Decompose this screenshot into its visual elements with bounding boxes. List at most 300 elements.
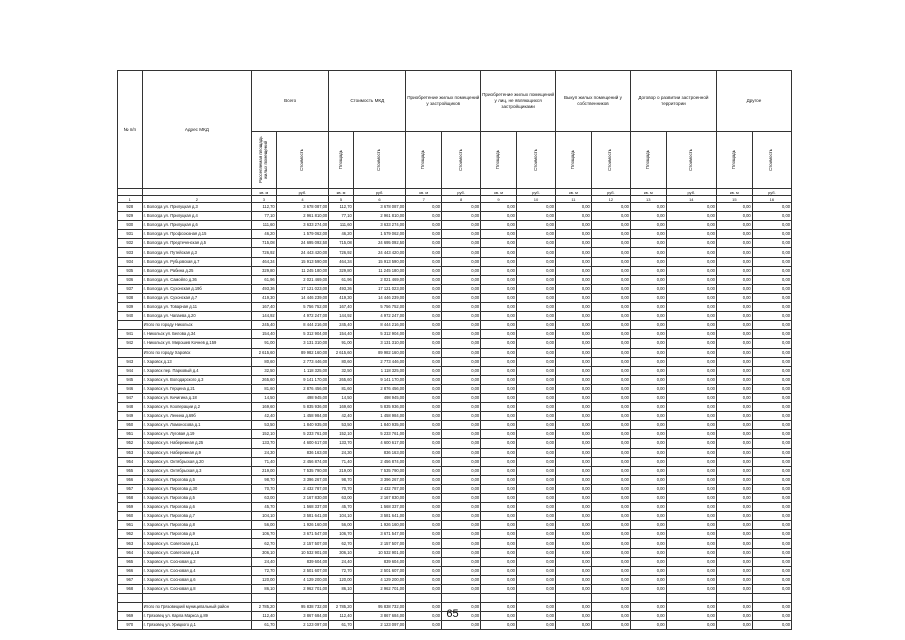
mkd-cost-cell: 1 118 325,00 [353,366,406,375]
zero-value-cell: 0,00 [666,221,716,230]
table-row [118,521,792,530]
zero-value-cell: 0,00 [516,403,555,412]
zero-value-cell: 0,00 [752,375,791,384]
zero-value-cell: 0,00 [556,457,592,466]
mkd-area-cell: 46,20 [329,230,354,239]
zero-value-cell: 0,00 [556,312,592,321]
zero-value-cell: 0,00 [752,266,791,275]
zero-value-cell: 0,00 [630,448,666,457]
table-row [118,594,792,603]
zero-value-cell: 0,00 [630,212,666,221]
zero-value-cell: 0,00 [406,412,442,421]
address-cell: г. Вологда ул. Рабина д.25 [142,266,252,275]
column-number-cell: 1 [118,196,143,203]
zero-value-cell: 0,00 [406,530,442,539]
zero-value-cell: 0,00 [556,348,592,357]
address-cell: г. Харовск ул. Кооперации д.2 [142,403,252,412]
table-row [118,366,792,375]
zero-value-cell: 0,00 [716,603,752,612]
zero-value-cell: 0,00 [752,494,791,503]
zero-value-cell: 0,00 [516,266,555,275]
zero-value-cell: 0,00 [556,339,592,348]
zero-value-cell: 0,00 [630,339,666,348]
zero-value-cell: 0,00 [516,457,555,466]
total-cost-cell: 2 021 469,00 [276,275,329,284]
zero-value-cell: 0,00 [716,512,752,521]
mkd-cost-cell: 3 131 310,00 [353,339,406,348]
zero-value-cell: 0,00 [666,584,716,593]
zero-value-cell: 0,00 [556,575,592,584]
row-number-cell: 961 [118,521,143,530]
zero-value-cell: 0,00 [752,466,791,475]
zero-value-cell: 0,00 [716,357,752,366]
mkd-cost-cell: 1 568 337,00 [353,503,406,512]
zero-value-cell: 0,00 [591,503,630,512]
header-group-cost: Стоимость МКД [329,71,406,132]
address-cell: г. Харовск ул. Октябрьская д.3 [142,466,252,475]
row-number-cell: 951 [118,430,143,439]
row-number-cell: 940 [118,312,143,321]
zero-value-cell: 0,00 [481,521,517,530]
total-area-cell: 154,40 [252,330,277,339]
total-cost-cell: 2 456 874,00 [276,457,329,466]
unit-cell: кв. м [406,189,442,196]
zero-value-cell: 0,00 [630,257,666,266]
zero-value-cell: 0,00 [666,284,716,293]
zero-value-cell [406,594,442,603]
zero-value-cell: 0,00 [406,275,442,284]
zero-value-cell: 0,00 [666,366,716,375]
mkd-area-cell: 14,50 [329,393,354,402]
mkd-area-cell: 53,50 [329,421,354,430]
zero-value-cell: 0,00 [406,584,442,593]
zero-value-cell: 0,00 [591,575,630,584]
zero-value-cell: 0,00 [666,530,716,539]
mkd-cost-cell: 10 532 901,00 [353,548,406,557]
zero-value-cell: 0,00 [481,475,517,484]
zero-value-cell: 0,00 [442,521,481,530]
zero-value-cell: 0,00 [556,503,592,512]
zero-value-cell: 0,00 [516,412,555,421]
zero-value-cell: 0,00 [716,393,752,402]
total-area-cell: 111,60 [252,221,277,230]
zero-value-cell: 0,00 [442,603,481,612]
zero-value-cell: 0,00 [406,466,442,475]
zero-value-cell: 0,00 [556,357,592,366]
zero-value-cell: 0,00 [516,203,555,212]
zero-value-cell: 0,00 [666,430,716,439]
mkd-cost-cell: 5 756 752,00 [353,303,406,312]
mkd-cost-cell: 11 245 180,00 [353,266,406,275]
mkd-cost-cell [353,594,406,603]
mkd-area-cell: 61,70 [329,621,354,630]
mkd-cost-cell: 3 581 641,00 [353,512,406,521]
table-row [118,512,792,521]
zero-value-cell: 0,00 [442,494,481,503]
zero-value-cell: 0,00 [666,393,716,402]
table-row [118,230,792,239]
zero-value-cell: 0,00 [666,566,716,575]
zero-value-cell: 0,00 [716,348,752,357]
row-number-cell: 968 [118,584,143,593]
zero-value-cell: 0,00 [481,321,517,330]
row-number-cell: 958 [118,494,143,503]
zero-value-cell: 0,00 [752,330,791,339]
row-number-cell: 967 [118,575,143,584]
total-area-cell: 2 785,20 [252,603,277,612]
zero-value-cell: 0,00 [752,321,791,330]
address-cell: г. Харовск ул. Набережная д.9 [142,448,252,457]
zero-value-cell: 0,00 [516,475,555,484]
zero-value-cell: 0,00 [591,557,630,566]
zero-value-cell: 0,00 [666,384,716,393]
zero-value-cell: 0,00 [442,548,481,557]
zero-value-cell: 0,00 [752,548,791,557]
table-row [118,530,792,539]
table-row [118,203,792,212]
row-number-cell: 945 [118,375,143,384]
mkd-area-cell: 169,60 [329,403,354,412]
zero-value-cell: 0,00 [630,484,666,493]
unit-cell: кв. м [481,189,517,196]
zero-value-cell: 0,00 [716,557,752,566]
zero-value-cell: 0,00 [516,566,555,575]
mkd-area-cell: 91,00 [329,339,354,348]
header-sub-10 [630,132,666,189]
zero-value-cell: 0,00 [752,339,791,348]
zero-value-cell: 0,00 [406,503,442,512]
mkd-cost-cell: 4 129 200,00 [353,575,406,584]
address-cell: г. Харовск д.13 [142,357,252,366]
zero-value-cell: 0,00 [556,439,592,448]
zero-value-cell: 0,00 [556,557,592,566]
zero-value-cell: 0,00 [752,421,791,430]
zero-value-cell: 0,00 [630,612,666,621]
zero-value-cell: 0,00 [556,621,592,630]
total-area-cell: 61,96 [252,275,277,284]
zero-value-cell: 0,00 [556,393,592,402]
mkd-cost-cell: 1 458 984,00 [353,412,406,421]
zero-value-cell: 0,00 [406,603,442,612]
zero-value-cell: 0,00 [716,448,752,457]
zero-value-cell: 0,00 [752,448,791,457]
zero-value-cell: 0,00 [591,321,630,330]
total-cost-cell: 24 443 420,00 [276,248,329,257]
zero-value-cell: 0,00 [406,330,442,339]
mkd-cost-cell: 2 021 469,00 [353,275,406,284]
header-sub-12 [716,132,752,189]
zero-value-cell: 0,00 [591,603,630,612]
zero-value-cell: 0,00 [591,412,630,421]
zero-value-cell: 0,00 [716,366,752,375]
table-row [118,621,792,630]
zero-value-cell: 0,00 [442,312,481,321]
zero-value-cell: 0,00 [556,584,592,593]
table-row [118,539,792,548]
zero-value-cell: 0,00 [442,566,481,575]
row-number-cell: 949 [118,412,143,421]
mkd-area-cell: 2 615,60 [329,348,354,357]
zero-value-cell: 0,00 [752,566,791,575]
unit-cell: кв. м [716,189,752,196]
zero-value-cell: 0,00 [591,384,630,393]
total-cost-cell: 1 568 337,00 [276,503,329,512]
zero-value-cell: 0,00 [516,239,555,248]
header-group-other: Другое [716,71,791,132]
zero-value-cell: 0,00 [442,284,481,293]
address-cell: г. Харовск ул. Сосновая д.2 [142,557,252,566]
header-sub-2 [329,132,354,189]
zero-value-cell: 0,00 [630,430,666,439]
row-number-cell: 953 [118,448,143,457]
zero-value-cell: 0,00 [406,393,442,402]
zero-value-cell: 0,00 [556,403,592,412]
table-row [118,421,792,430]
table-row [118,330,792,339]
zero-value-cell: 0,00 [752,412,791,421]
address-cell: г. Харовск ул. Пирогова д.8 [142,521,252,530]
zero-value-cell: 0,00 [591,266,630,275]
total-cost-cell: 2 961 810,00 [276,212,329,221]
header-sub-label: Площадь [495,149,501,170]
zero-value-cell: 0,00 [666,403,716,412]
zero-value-cell: 0,00 [630,412,666,421]
zero-value-cell: 0,00 [752,612,791,621]
zero-value-cell: 0,00 [630,321,666,330]
zero-value-cell: 0,00 [442,321,481,330]
address-cell: г. Грязовец ул. Урицкого д.1 [142,621,252,630]
zero-value-cell: 0,00 [666,439,716,448]
zero-value-cell: 0,00 [716,339,752,348]
zero-value-cell: 0,00 [556,203,592,212]
zero-value-cell: 0,00 [591,275,630,284]
address-cell: г. Харовск ул. Советская д.18 [142,548,252,557]
mkd-cost-cell: 1 926 160,00 [353,521,406,530]
total-area-cell: 245,40 [252,321,277,330]
table-row [118,457,792,466]
zero-value-cell: 0,00 [556,603,592,612]
zero-value-cell: 0,00 [666,575,716,584]
mkd-cost-cell: 5 835 936,00 [353,403,406,412]
zero-value-cell: 0,00 [556,212,592,221]
zero-value-cell: 0,00 [481,621,517,630]
mkd-area-cell: 2 785,20 [329,603,354,612]
table-row [118,466,792,475]
total-cost-cell: 15 913 590,00 [276,257,329,266]
zero-value-cell: 0,00 [516,330,555,339]
header-groups-row [118,71,792,132]
resettlement-table [117,70,792,630]
zero-value-cell: 0,00 [516,257,555,266]
table-row [118,430,792,439]
zero-value-cell: 0,00 [556,530,592,539]
total-cost-cell: 3 633 274,00 [276,221,329,230]
zero-value-cell: 0,00 [516,312,555,321]
zero-value-cell: 0,00 [481,212,517,221]
total-cost-cell: 2 773 446,00 [276,357,329,366]
zero-value-cell [591,594,630,603]
total-cost-cell: 3 581 641,00 [276,512,329,521]
zero-value-cell: 0,00 [481,366,517,375]
table-row [118,239,792,248]
zero-value-cell: 0,00 [442,530,481,539]
header-units-row [118,189,792,196]
row-number-cell: 933 [118,248,143,257]
zero-value-cell: 0,00 [406,439,442,448]
zero-value-cell: 0,00 [752,621,791,630]
mkd-area-cell: 45,70 [329,503,354,512]
zero-value-cell: 0,00 [516,212,555,221]
zero-value-cell: 0,00 [406,284,442,293]
zero-value-cell: 0,00 [716,312,752,321]
zero-value-cell: 0,00 [516,375,555,384]
table-row [118,293,792,302]
address-cell: г. Харовск ул. Октябрьская д.20 [142,457,252,466]
zero-value-cell: 0,00 [481,448,517,457]
address-cell: г. Вологда ул. Прилуцкая д.6 [142,221,252,230]
zero-value-cell: 0,00 [666,512,716,521]
zero-value-cell: 0,00 [630,603,666,612]
zero-value-cell: 0,00 [406,612,442,621]
zero-value-cell: 0,00 [752,475,791,484]
total-cost-cell: 5 835 936,00 [276,403,329,412]
zero-value-cell: 0,00 [591,484,630,493]
zero-value-cell: 0,00 [630,284,666,293]
zero-value-cell: 0,00 [666,348,716,357]
table-row [118,494,792,503]
zero-value-cell: 0,00 [406,348,442,357]
zero-value-cell: 0,00 [752,366,791,375]
zero-value-cell: 0,00 [591,494,630,503]
zero-value-cell: 0,00 [752,248,791,257]
mkd-cost-cell: 3 867 684,00 [353,612,406,621]
mkd-area-cell: 106,70 [329,530,354,539]
mkd-cost-cell: 3 671 547,00 [353,530,406,539]
zero-value-cell: 0,00 [406,566,442,575]
table-row [118,439,792,448]
zero-value-cell: 0,00 [442,612,481,621]
mkd-area-cell: 71,40 [329,457,354,466]
mkd-area-cell: 152,10 [329,430,354,439]
zero-value-cell: 0,00 [630,375,666,384]
zero-value-cell: 0,00 [406,230,442,239]
header-sub-8 [556,132,592,189]
zero-value-cell: 0,00 [481,339,517,348]
address-cell: г. Харовск ул. Пирогова д.5 [142,494,252,503]
zero-value-cell: 0,00 [481,557,517,566]
header-group-total: Всего [252,71,329,132]
zero-value-cell: 0,00 [666,357,716,366]
total-area-cell: 98,70 [252,475,277,484]
zero-value-cell: 0,00 [406,366,442,375]
zero-value-cell: 0,00 [591,539,630,548]
zero-value-cell: 0,00 [630,503,666,512]
total-area-cell: 329,80 [252,266,277,275]
zero-value-cell: 0,00 [556,494,592,503]
total-area-cell: 77,10 [252,212,277,221]
mkd-cost-cell: 2 501 607,00 [353,566,406,575]
unit-cell: руб. [516,189,555,196]
zero-value-cell: 0,00 [516,494,555,503]
table-row [118,566,792,575]
zero-value-cell: 0,00 [752,239,791,248]
zero-value-cell: 0,00 [556,303,592,312]
column-number-cell: 7 [406,196,442,203]
zero-value-cell: 0,00 [630,303,666,312]
zero-value-cell: 0,00 [481,312,517,321]
zero-value-cell: 0,00 [556,275,592,284]
total-area-cell: 86,10 [252,584,277,593]
zero-value-cell: 0,00 [442,421,481,430]
total-cost-cell: 2 501 607,00 [276,566,329,575]
zero-value-cell [556,594,592,603]
table-row [118,339,792,348]
zero-value-cell: 0,00 [442,366,481,375]
zero-value-cell: 0,00 [716,266,752,275]
header-sub-4 [406,132,442,189]
zero-value-cell: 0,00 [442,203,481,212]
zero-value-cell: 0,00 [442,512,481,521]
zero-value-cell: 0,00 [752,393,791,402]
total-cost-cell: 498 945,00 [276,393,329,402]
unit-cell [118,189,143,196]
zero-value-cell: 0,00 [591,448,630,457]
address-cell: г. Харовск ул. Пирогова д.7 [142,512,252,521]
zero-value-cell: 0,00 [752,539,791,548]
zero-value-cell: 0,00 [716,430,752,439]
zero-value-cell: 0,00 [591,212,630,221]
address-cell: г. Харовск ул. Ломоносова д.1 [142,421,252,430]
zero-value-cell: 0,00 [442,475,481,484]
header-sub-label: Стоимость [457,148,463,171]
zero-value-cell: 0,00 [666,503,716,512]
zero-value-cell: 0,00 [556,330,592,339]
address-cell: г. Никольск ул. Мирошев Кочнев д.159 [142,339,252,348]
zero-value-cell: 0,00 [516,230,555,239]
unit-cell: руб. [353,189,406,196]
zero-value-cell: 0,00 [591,466,630,475]
table-row [118,266,792,275]
mkd-cost-cell: 839 604,00 [353,557,406,566]
zero-value-cell: 0,00 [442,557,481,566]
unit-cell: руб. [276,189,329,196]
mkd-cost-cell: 5 312 904,00 [353,330,406,339]
total-cost-cell: 95 838 732,00 [276,603,329,612]
table-row [118,448,792,457]
zero-value-cell: 0,00 [481,566,517,575]
zero-value-cell: 0,00 [752,284,791,293]
column-number-cell: 13 [630,196,666,203]
zero-value-cell: 0,00 [481,421,517,430]
zero-value-cell: 0,00 [591,221,630,230]
unit-cell: кв. м [556,189,592,196]
mkd-area-cell: 81,60 [329,384,354,393]
zero-value-cell: 0,00 [752,312,791,321]
zero-value-cell: 0,00 [481,503,517,512]
zero-value-cell: 0,00 [716,566,752,575]
page-number: 65 [446,608,459,620]
table-row [118,257,792,266]
zero-value-cell: 0,00 [716,503,752,512]
zero-value-cell: 0,00 [556,221,592,230]
zero-value-cell: 0,00 [630,348,666,357]
zero-value-cell: 0,00 [752,212,791,221]
zero-value-cell: 0,00 [666,494,716,503]
header-column-numbers-row [118,196,792,203]
zero-value-cell: 0,00 [406,303,442,312]
zero-value-cell: 0,00 [406,621,442,630]
header-sub-label: Площадь [569,149,575,170]
